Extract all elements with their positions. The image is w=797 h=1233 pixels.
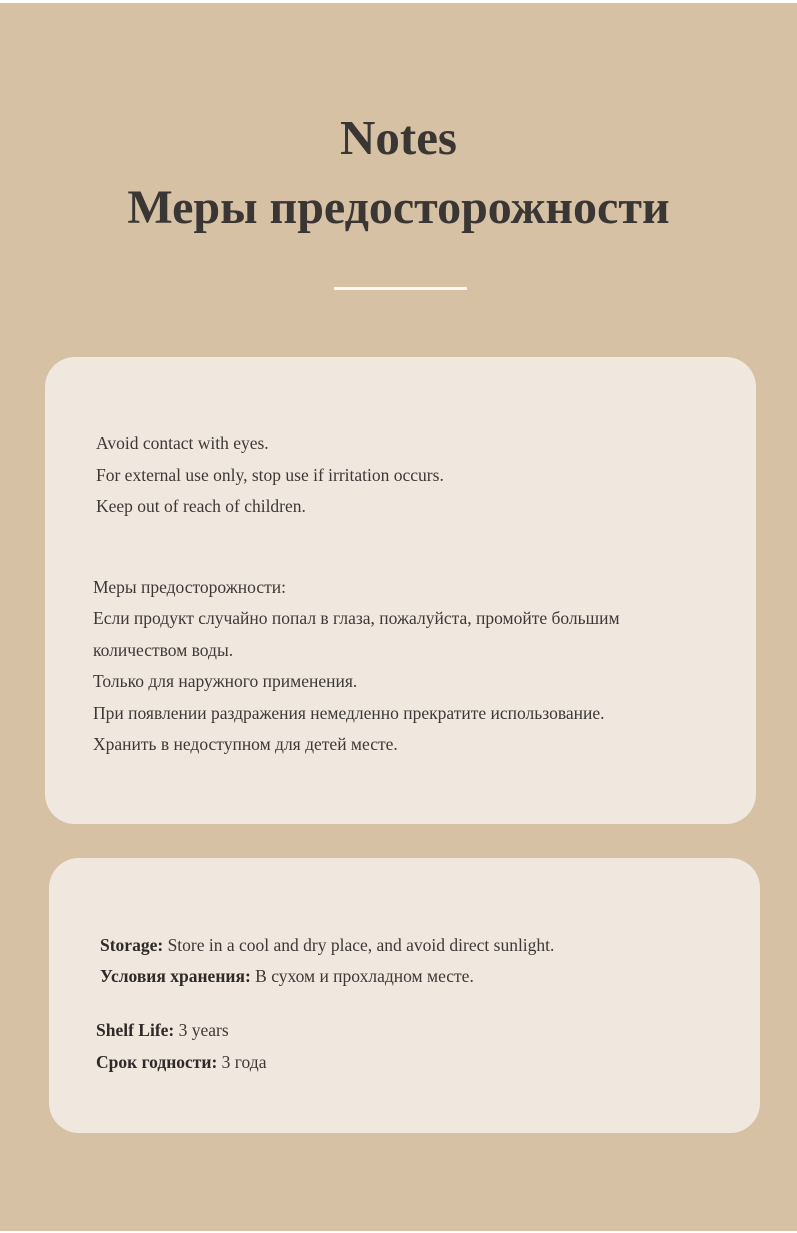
- shelf-life-ru-line: [96, 1052, 266, 1072]
- background-panel: [0, 3, 797, 1231]
- precaution-ru-line: При появлении раздражения немедленно прекратите использование.: [93, 703, 605, 723]
- shelf-life-ru-text: 3 года: [217, 1052, 267, 1072]
- storage-en-line: [100, 935, 554, 955]
- precaution-en-line: Keep out of reach of children.: [96, 496, 306, 516]
- shelf-life-en-line: [96, 1020, 229, 1040]
- shelf-life-ru-label: Срок годности:: [96, 1052, 218, 1072]
- page-title-en: Notes: [339, 110, 458, 165]
- storage-en-label: Storage:: [100, 935, 164, 955]
- precaution-ru-line: Хранить в недоступном для детей месте.: [93, 734, 398, 754]
- storage-en-text: Store in a cool and dry place, and avoid direct sunlight.: [163, 935, 555, 955]
- title-divider: [334, 287, 467, 290]
- precaution-ru-line: Если продукт случайно попал в глаза, пожалуйста, промойте большим: [93, 608, 620, 628]
- storage-card: [49, 858, 760, 1133]
- storage-ru-label: Условия хранения:: [100, 966, 251, 986]
- precaution-ru-line: количеством воды.: [93, 640, 234, 660]
- page-title-ru: Меры предосторожности: [127, 181, 670, 234]
- storage-ru-text: В сухом и прохладном месте.: [250, 966, 474, 986]
- precaution-ru-heading: Меры предосторожности:: [93, 577, 287, 597]
- shelf-life-en-label: Shelf Life:: [96, 1020, 175, 1040]
- shelf-life-en-text: 3 years: [174, 1020, 229, 1040]
- precaution-en-line: For external use only, stop use if irritation occurs.: [96, 465, 444, 485]
- storage-ru-line: [100, 966, 474, 986]
- precaution-ru-line: Только для наружного применения.: [93, 671, 358, 691]
- precaution-en-line: Avoid contact with eyes.: [96, 433, 269, 453]
- precautions-card: [45, 357, 756, 824]
